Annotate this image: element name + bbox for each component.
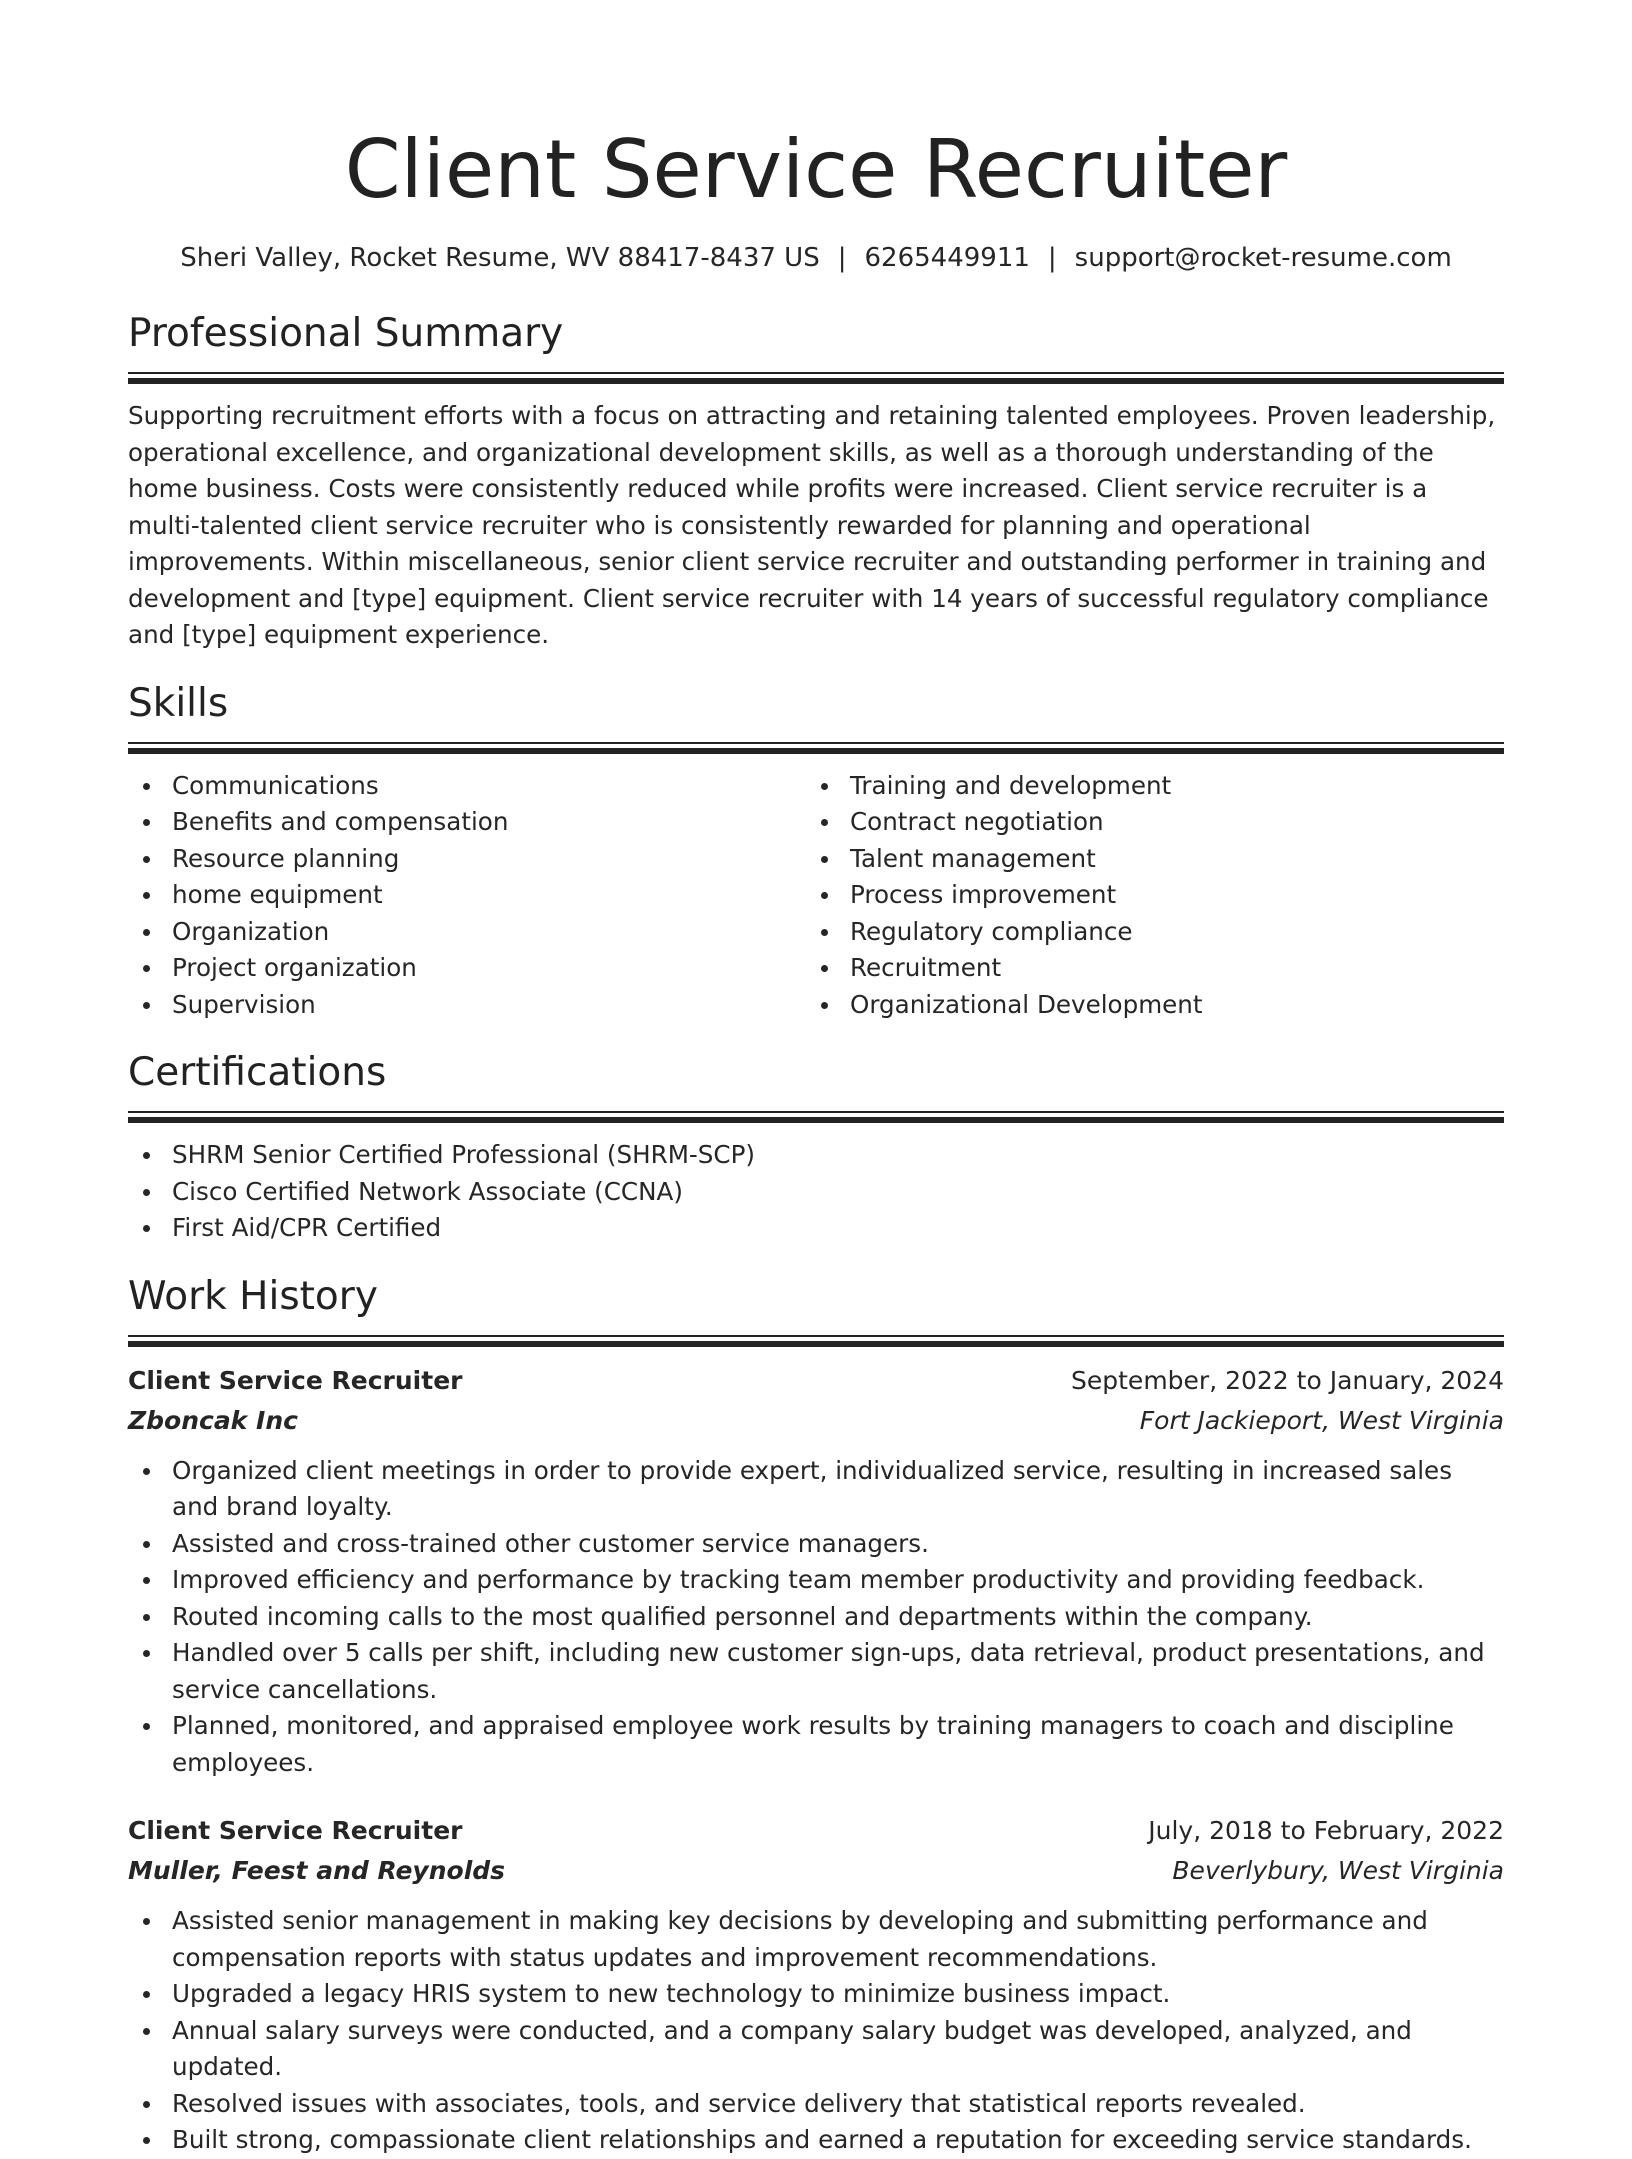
job-bullet: Assisted and cross-trained other customer service managers.: [128, 1526, 1504, 1563]
summary-text: Supporting recruitment efforts with a focus on attracting and retaining talented employees. Proven leadership, operational excellence, and organizational development skills, as well as a thorough understanding of the home business. Costs were consistently reduced while profits were increased. Client service recruiter is a multi-talented client service recruiter who is consistently rewarded for planning and operational improvements. Within miscellaneous, senior client service recruiter and outstanding performer in training and development and [type] equipment. Client service recruiter with 14 years of successful regulatory compliance and [type] equipment experience.: [128, 401, 1496, 649]
job-bullets: [128, 1903, 1504, 2159]
certifications-section: [128, 1047, 1504, 1247]
job-dates: September, 2022 to January, 2024: [1071, 1365, 1504, 1395]
job-bullet: Planned, monitored, and appraised employee work results by training managers to coach and discipline employees.: [128, 1708, 1504, 1781]
job-bullet: Organized client meetings in order to provide expert, individualized service, resulting in increased sales and brand loyalty.: [128, 1453, 1504, 1526]
skill-item: Contract negotiation: [806, 804, 1484, 841]
contact-address: Sheri Valley, Rocket Resume, WV 88417-8437 US: [180, 243, 820, 273]
certification-item: Cisco Certified Network Associate (CCNA): [128, 1174, 1504, 1211]
skill-item: Recruitment: [806, 950, 1484, 987]
job-entry: [128, 1811, 1504, 2159]
skill-item: Organization: [128, 914, 806, 951]
skills-section: [128, 678, 1504, 1024]
skill-item: Talent management: [806, 841, 1484, 878]
job-bullet: Annual salary surveys were conducted, and a company salary budget was developed, analyzed, and updated.: [128, 2013, 1504, 2086]
certifications-list: [128, 1137, 1504, 1247]
work-history-section: [128, 1271, 1504, 2159]
skill-item: Communications: [128, 768, 806, 805]
contact-email: support@rocket-resume.com: [1074, 243, 1452, 273]
skill-item: Organizational Development: [806, 987, 1484, 1024]
section-title-skills: Skills: [128, 680, 229, 726]
job-bullet: Built strong, compassionate client relationships and earned a reputation for exceeding service standards.: [128, 2122, 1504, 2159]
job-header: [128, 1811, 1504, 1851]
job-subheader: [128, 1851, 1504, 1891]
skill-item: Supervision: [128, 987, 806, 1024]
contact-separator: |: [1047, 243, 1057, 273]
skills-list-left: [128, 768, 806, 1024]
job-bullet: Assisted senior management in making key decisions by developing and submitting performance and compensation reports with status updates and improvement recommendations.: [128, 1903, 1504, 1976]
certification-item: SHRM Senior Certified Professional (SHRM-SCP): [128, 1137, 1504, 1174]
contact-phone: 6265449911: [864, 243, 1030, 273]
job-bullet: Handled over 5 calls per shift, including new customer sign-ups, data retrieval, product presentations, and service cancellations.: [128, 1635, 1504, 1708]
section-divider: [128, 372, 1504, 382]
contact-separator: |: [837, 243, 847, 273]
certification-item: First Aid/CPR Certified: [128, 1210, 1504, 1247]
job-dates: July, 2018 to February, 2022: [1148, 1816, 1504, 1845]
section-title-certifications: Certifications: [128, 1050, 387, 1095]
job-entry: [128, 1361, 1504, 1782]
section-divider: [128, 1335, 1504, 1345]
job-bullet: Upgraded a legacy HRIS system to new technology to minimize business impact.: [128, 1976, 1504, 2013]
section-divider: [128, 742, 1504, 752]
section-divider: [128, 1111, 1504, 1121]
job-company: Muller, Feest and Reynolds: [128, 1856, 506, 1885]
resume-page: [128, 118, 1504, 2159]
job-title: Client Service Recruiter: [128, 1365, 463, 1395]
job-title: Client Service Recruiter: [128, 1816, 463, 1845]
section-title-summary: Professional Summary: [128, 311, 564, 356]
job-bullets: [128, 1453, 1504, 1782]
section-title-work-history: Work History: [128, 1273, 378, 1319]
job-bullet: Improved efficiency and performance by tracking team member productivity and providing feedback.: [128, 1562, 1504, 1599]
skill-item: Benefits and compensation: [128, 804, 806, 841]
skills-grid: [128, 768, 1504, 1024]
contact-line: [128, 238, 1504, 278]
job-location: Beverlybury, West Virginia: [1172, 1856, 1504, 1885]
resume-name: Client Service Recruiter: [344, 123, 1288, 216]
job-header: [128, 1361, 1504, 1401]
summary-section: [128, 308, 1504, 654]
skill-item: home equipment: [128, 877, 806, 914]
job-location: Fort Jackieport, West Virginia: [1139, 1405, 1504, 1435]
skill-item: Project organization: [128, 950, 806, 987]
job-bullet: Resolved issues with associates, tools, and service delivery that statistical reports revealed.: [128, 2086, 1504, 2123]
skill-item: Regulatory compliance: [806, 914, 1484, 951]
job-bullet: Routed incoming calls to the most qualified personnel and departments within the company.: [128, 1599, 1504, 1636]
skill-item: Training and development: [806, 768, 1484, 805]
skill-item: Resource planning: [128, 841, 806, 878]
job-company: Zboncak Inc: [128, 1405, 298, 1435]
job-subheader: [128, 1401, 1504, 1441]
skills-list-right: [806, 768, 1484, 1024]
skill-item: Process improvement: [806, 877, 1484, 914]
